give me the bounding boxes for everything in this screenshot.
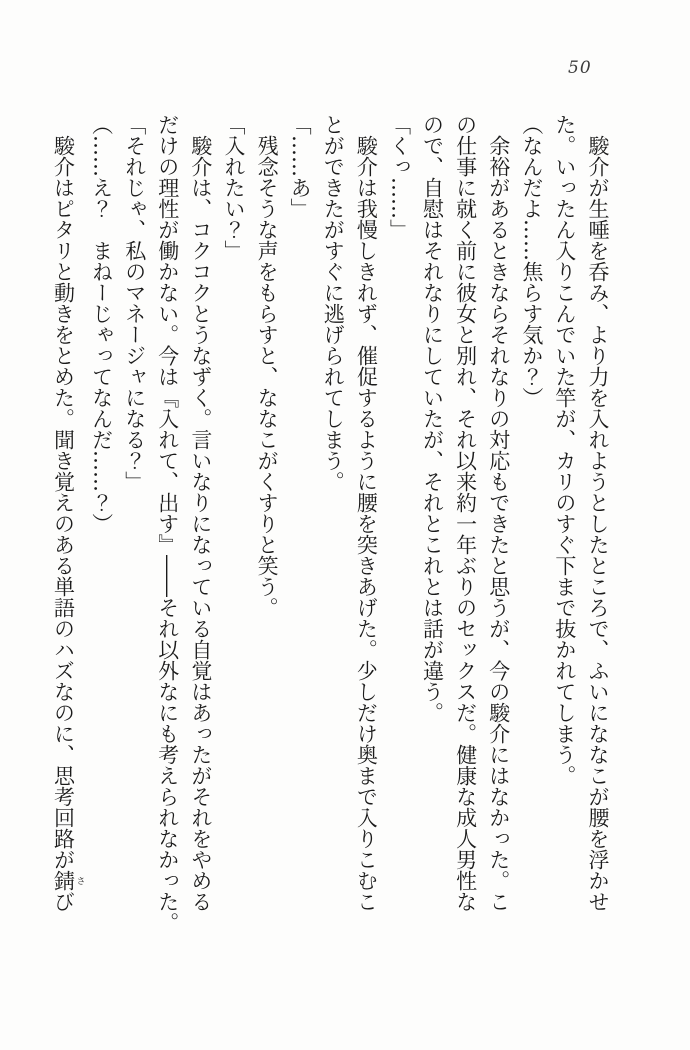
page-text	[51, 114, 614, 942]
paragraph: 「くっ……」	[387, 114, 412, 240]
paragraph: 駿介が生唾を呑み、より力を入れようとしたところで、ふいにななこが腰を浮かせ た。いったん入りこんでいた竿が、カリのすぐ下まで抜かれてしまう。	[552, 114, 610, 912]
paragraph: （なんだよ……焦らす気か？）	[519, 114, 544, 408]
paragraph: 残念そうな声をもらすと、ななこがくすりと笑う。	[255, 135, 280, 618]
paragraph: 余裕があるときならそれなりの対応もできたと思うが、今の駿介にはなかった。こ の仕事に就く前に彼女と別れ、それ以来約一年ぶりのセックスだ。健康な成人男性な ので、自慰はそれなりにしていたが、それとこれとは話が違う。	[420, 114, 511, 912]
paragraph: 駿介は我慢しきれず、催促するように腰を突きあげた。少しだけ奥まで入りこむこ とができたがすぐに逃げられてしまう。	[321, 114, 379, 912]
paragraph: 駿介は、コクコクとうなずく。言いなりになっている自覚はあったがそれをやめる だけの理性が働かない。今は『入れて、出す』――それ以外なにも考えられなかった。	[155, 114, 213, 933]
ruby-annotation: 錆 さ	[51, 870, 85, 891]
page-number: 50	[568, 58, 592, 78]
paragraph: 「それじゃ、私のマネージャになる？」	[122, 114, 147, 492]
paragraph: （……え？ まねーじゃってなんだ……？）	[89, 114, 114, 534]
paragraph: 「……あ」	[288, 114, 313, 219]
paragraph: 駿介はピタリと動きをとめた。聞き覚えのある単語のハズなのに、思考回路が錆 さび	[51, 135, 85, 912]
paragraph: 「入れたい？」	[221, 114, 246, 261]
